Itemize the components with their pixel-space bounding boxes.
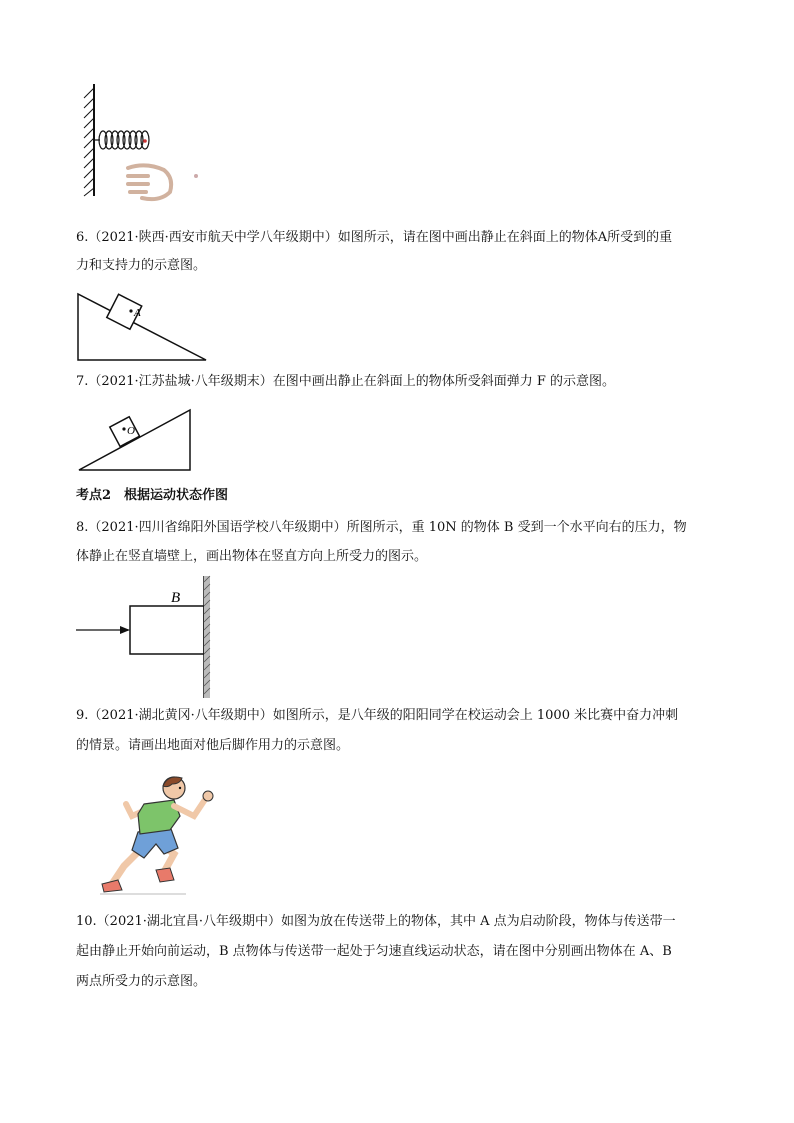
q9-line1: 9.（2021·湖北黄冈·八年级期中）如图所示，是八年级的阳阳同学在校运动会上 1000 米比赛中奋力冲刺 <box>76 708 679 723</box>
q6-line1: 6.（2021·陕西·西安市航天中学八年级期中）如图所示，请在图中画出静止在斜面上的物体A所受到的重 <box>76 230 673 245</box>
incline-block-a-figure <box>76 286 211 364</box>
q6-line2: 力和支持力的示意图。 <box>76 258 207 273</box>
q6-figure-label: A <box>134 307 141 319</box>
q7-figure-label: O <box>127 425 135 437</box>
hand <box>128 165 171 199</box>
spring-wall-figure <box>76 84 206 214</box>
block-wall-figure <box>76 576 216 700</box>
incline-block-o-figure <box>76 404 196 474</box>
q8-line2: 体静止在竖直墙壁上，画出物体在竖直方向上所受力的图示。 <box>76 549 428 564</box>
section-2-title: 考点2 根据运动状态作图 <box>76 488 229 503</box>
q7-line1: 7.（2021·江苏盐城·八年级期末）在图中画出静止在斜面上的物体所受斜面弹力 F 的示意图。 <box>76 374 616 389</box>
q8-figure-label: B <box>171 590 181 606</box>
q8-line1: 8.（2021·四川省绵阳外国语学校八年级期中）所图所示，重 10N 的物体 B 受到一个水平向右的压力，物 <box>76 520 687 535</box>
spring <box>94 131 149 149</box>
running-boy-figure <box>96 776 226 898</box>
q10-line2: 起由静止开始向前运动，B 点物体与传送带一起处于匀速直线运动状态，请在图中分别画出物体在 A、B <box>76 944 672 959</box>
q9-line2: 的情景。请画出地面对他后脚作用力的示意图。 <box>76 738 350 753</box>
q10-line1: 10.（2021·湖北宜昌·八年级期中）如图为放在传送带上的物体，其中 A 点为启动阶段，物体与传送带一 <box>76 914 676 929</box>
q10-line3: 两点所受力的示意图。 <box>76 974 207 989</box>
